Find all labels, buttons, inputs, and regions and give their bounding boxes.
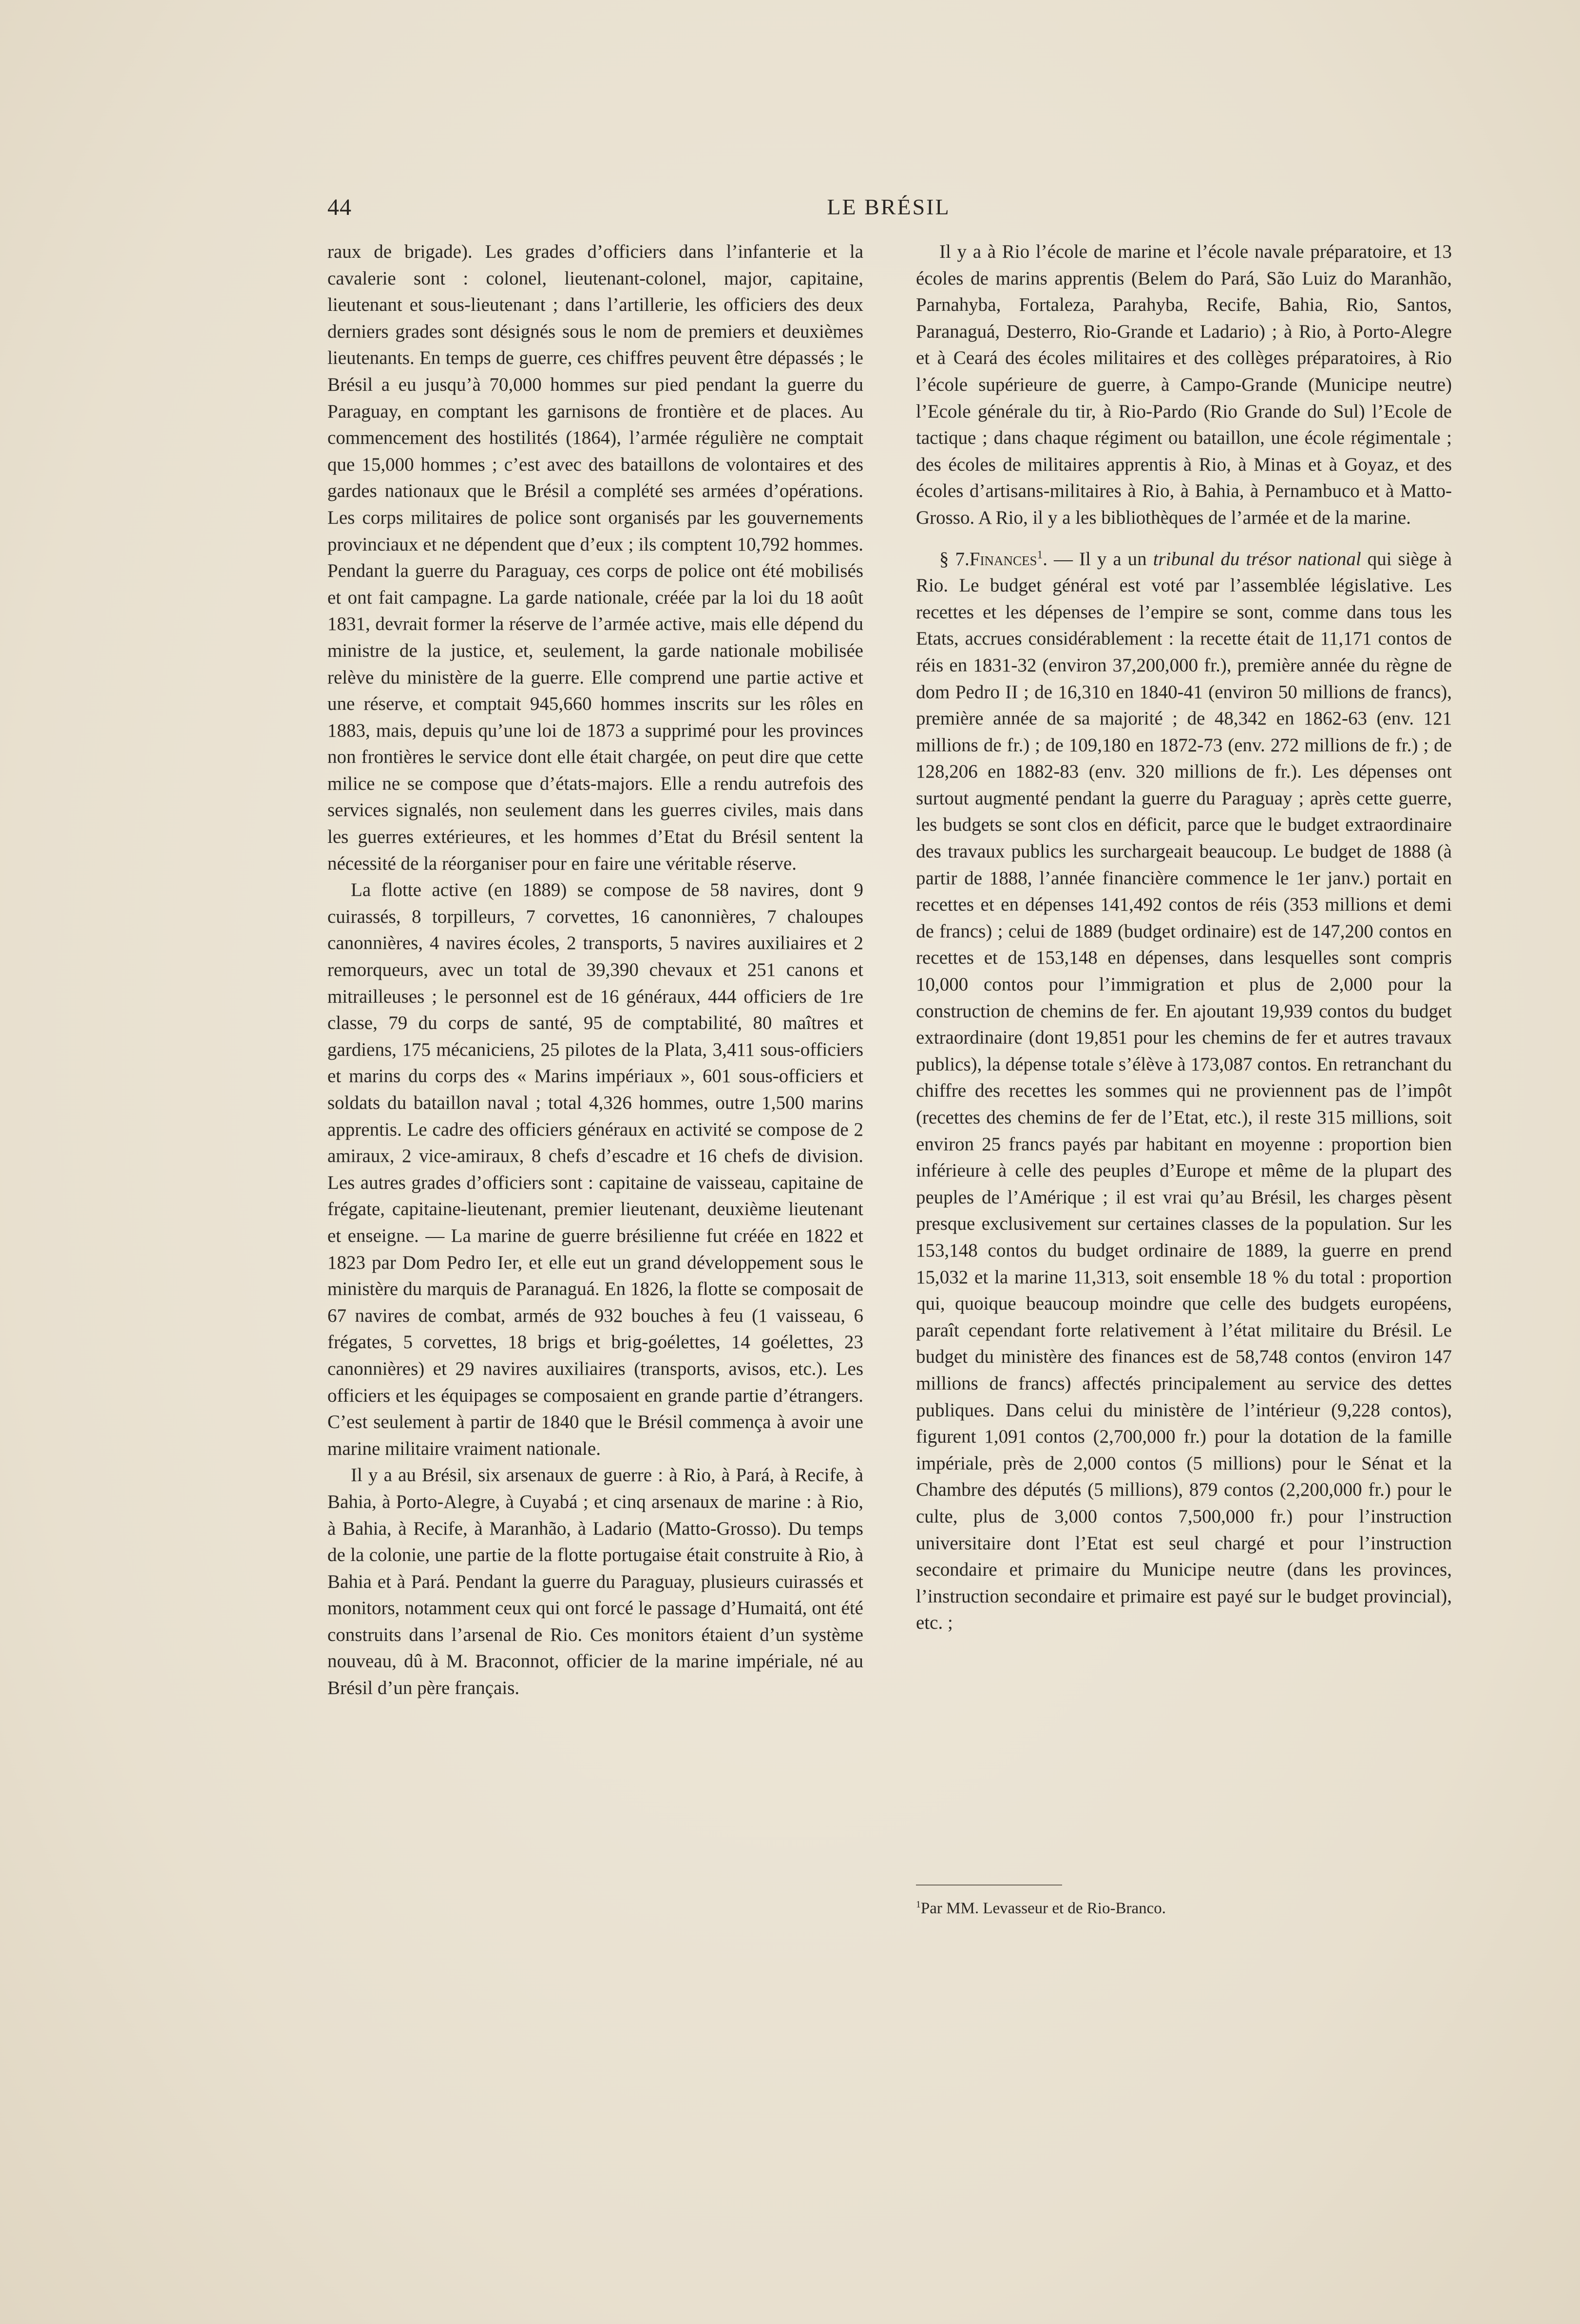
running-head: LE BRÉSIL	[827, 194, 951, 219]
page-number: 44	[327, 194, 352, 220]
paragraph: La flotte active (en 1889) se compose de 58 navires, dont 9 cuirassés, 8 torpilleurs, 7 corvettes, 16 canonnières, 7 chaloupes canonnières, 4 navires écoles, 2 transports, 5 navires auxiliaires et 2 remorqueurs, avec un total de 39,390 chevaux et 251 canons et mitrailleuses ; le personnel est de 16 généraux, 444 officiers de 1re classe, 79 du corps de santé, 95 de comptabilité, 80 maîtres et gardiens, 175 mécaniciens, 25 pilotes de la Plata, 3,411 sous-officiers et marins du corps des « Marins impériaux », 601 sous-officiers et soldats du bataillon naval ; total 4,326 hommes, outre 1,500 marins apprentis. Le cadre des officiers généraux en activité se compose de 2 amiraux, 2 vice-amiraux, 8 chefs d’escadre et 16 chefs de division. Les autres grades d’officiers sont : capitaine de vaisseau, capitaine de frégate, capitaine-lieutenant, premier lieutenant, deuxième lieutenant et enseigne. — La marine de guerre brésilienne fut créée en 1822 et 1823 par Dom Pedro Ier, et elle eut un grand développement sous le ministère du marquis de Paranaguá. En 1826, la flotte se composait de 67 navires de combat, armés de 932 bouches à feu (1 vaisseau, 6 frégates, 5 corvettes, 18 brigs et brig-goélettes, 14 goélettes, 23 canonnières) et 29 navires auxiliaires (transports, avisos, etc.). Les officiers et les équipages se composaient en grande partie d’étrangers. C’est seulement à partir de 1840 que le Brésil commença à avoir une marine militaire vraiment nationale.	[327, 879, 863, 1459]
footnote-ref: 1	[1037, 548, 1043, 561]
section-text: qui siège à Rio. Le budget général est voté par l’assemblée législative. Les recettes et les dépenses de l’empire se sont, comme dans tous les Etats, accrues considérablement : la recette était de 11,171 contos de réis en 1831-32 (environ 37,200,000 fr.), première année du règne de dom Pedro II ; de 16,310 en 1840-41 (environ 50 millions de francs), première année de sa majorité ; de 48,342 en 1862-63 (env. 121 millions de fr.) ; de 109,180 en 1872-73 (env. 272 millions de fr.) ; de 128,206 en 1882-83 (env. 320 millions de fr.). Les dépenses ont surtout augmenté pendant la guerre du Paraguay ; après cette guerre, les budgets se sont clos en déficit, parce que le budget extraordinaire des travaux publics les surchargeait beaucoup. Le budget de 1888 (à partir de 1888, l’année financière commence le 1er janv.) portait en recettes et en dépenses 141,492 contos de réis (353 millions et demi de francs) ; celui de 1889 (budget ordinaire) est de 147,200 contos en recettes et de 153,148 en dépenses, dans lesquelles sont compris 10,000 contos pour l’immigration et plus de 2,000 pour la construction de chemins de fer. En ajoutant 19,939 contos du budget extraordinaire (dont 19,851 pour les chemins de fer et autres travaux publics), la dépense totale s’élève à 173,087 contos. En retranchant du chiffre des recettes les sommes qui ne proviennent pas de l’impôt (recettes des chemins de fer de l’Etat, etc.), il reste 315 millions, soit environ 25 francs payés par habitant en moyenne : proportion bien inférieure à celle des peuples d’Europe et même de la plupart des peuples de l’Amérique ; il est vrai qu’au Brésil, les charges pèsent presque exclusivement sur certaines classes de la population. Sur les 153,148 contos du budget ordinaire de 1889, la guerre en prend 15,032 et la marine 11,313, soit ensemble 18 % du total : proportion qui, quoique beaucoup moindre que celle des budgets européens, paraît cependant forte relativement à l’état militaire du Brésil. Le budget du ministère des finances est de 58,748 contos (environ 147 millions de francs) affectés principalement au service des dettes publiques. Dans celui du ministère de l’intérieur (9,228 contos), figurent 1,091 contos (2,700,000 fr.) pour la dotation de la famille impériale, près de 2,000 contos (5 millions) pour le Sénat et la Chambre des députés (5 millions), 879 contos (2,200,000 fr.) pour le culte, plus de 3,000 contos 7,500,000 fr.) pour l’instruction universitaire dont l’Etat est seul chargé et pour l’instruction secondaire et primaire du Municipe neutre (dans les provinces, l’instruction secondaire et primaire est payé sur le budget provincial), etc. ;	[916, 548, 1452, 1634]
left-column	[327, 239, 863, 1702]
section-dash: . — Il y a un	[1043, 548, 1153, 570]
section-title: Finances	[969, 548, 1037, 570]
footnote	[916, 1898, 1452, 1919]
paragraph: raux de brigade). Les grades d’officiers dans l’infanterie et la cavalerie sont : colonel, lieutenant-colonel, major, capitaine, lieutenant et sous-lieutenant ; dans l’artillerie, les officiers des deux derniers grades sont désignés sous le nom de premiers et deuxièmes lieutenants. En temps de guerre, ces chiffres peuvent être dépassés ; le Brésil a eu jusqu’à 70,000 hommes sur pied pendant la guerre du Paraguay, en comptant les garnisons de frontière et de places. Au commencement des hostilités (1864), l’armée régulière ne comptait que 15,000 hommes ; c’est avec des bataillons de volontaires et des gardes nationaux que le Brésil a complété ses armées d’opérations. Les corps militaires de police sont organisés par les gouvernements provinciaux et ne dépendent que d’eux ; ils comptent 10,792 hommes. Pendant la guerre du Paraguay, ces corps de police ont été mobilisés et ont fait campagne. La garde nationale, créée par la loi du 18 août 1831, devrait former la réserve de l’armée active, mais elle dépend du ministre de la justice, et, seulement, la garde nationale mobilisée relève du ministère de la guerre. Elle comprend une partie active et une réserve, et comptait 945,660 hommes inscrits sur les rôles en 1883, mais, depuis qu’une loi de 1873 a supprimé pour les provinces non frontières le service dont elle était chargée, on peut dire que cette milice ne se compose que d’états-majors. Elle a rendu autrefois des services signalés, non seulement dans les guerres civiles, mais dans les guerres extérieures, et les hommes d’Etat du Brésil sentent la nécessité de la réorganiser pour en faire une véritable réserve.	[327, 241, 863, 874]
section-paragraph	[916, 546, 1452, 1637]
right-column	[916, 239, 1452, 1637]
paragraph: Il y a au Brésil, six arsenaux de guerre : à Rio, à Pará, à Recife, à Bahia, à Porto-Alegre, à Cuyabá ; et cinq arsenaux de marine : à Rio, à Bahia, à Recife, à Maranhão, à Ladario (Matto-Grosso). Du temps de la colonie, une partie de la flotte portugaise était construite à Rio, à Bahia et à Pará. Pendant la guerre du Paraguay, plusieurs cuirassés et monitors, notamment ceux qui ont forcé le passage d’Humaitá, ont été construits dans l’arsenal de Rio. Ces monitors étaient d’un système nouveau, dû à M. Braconnot, officier de la marine impériale, né au Brésil d’un père français.	[327, 1465, 863, 1699]
italic-term: tribunal du trésor national	[1153, 548, 1361, 570]
footnote-text: Par MM. Levasseur et de Rio-Branco.	[920, 1900, 1166, 1917]
paragraph: Il y a à Rio l’école de marine et l’école navale préparatoire, et 13 écoles de marins apprentis (Belem do Pará, São Luiz do Maranhão, Parnahyba, Fortaleza, Parahyba, Recife, Bahia, Rio, Santos, Paranaguá, Desterro, Rio-Grande et Ladario) ; à Rio, à Porto-Alegre et à Ceará des écoles militaires et des collèges préparatoires, à Rio l’école supérieure de guerre, à Campo-Grande (Municipe neutre) l’Ecole générale du tir, à Rio-Pardo (Rio Grande do Sul) l’Ecole de tactique ; dans chaque régiment ou bataillon, une école régimentale ; des écoles de militaires apprentis à Rio, à Minas et à Goyaz, et des écoles d’artisans-militaires à Rio, à Bahia, à Pernambuco et à Matto-Grosso. A Rio, il y a les bibliothèques de l’armée et de la marine.	[916, 241, 1452, 528]
footnote-marker: 1	[916, 1899, 921, 1910]
section-number: § 7.	[939, 548, 970, 570]
footnote-rule	[916, 1885, 1062, 1886]
page-header	[327, 194, 1450, 223]
